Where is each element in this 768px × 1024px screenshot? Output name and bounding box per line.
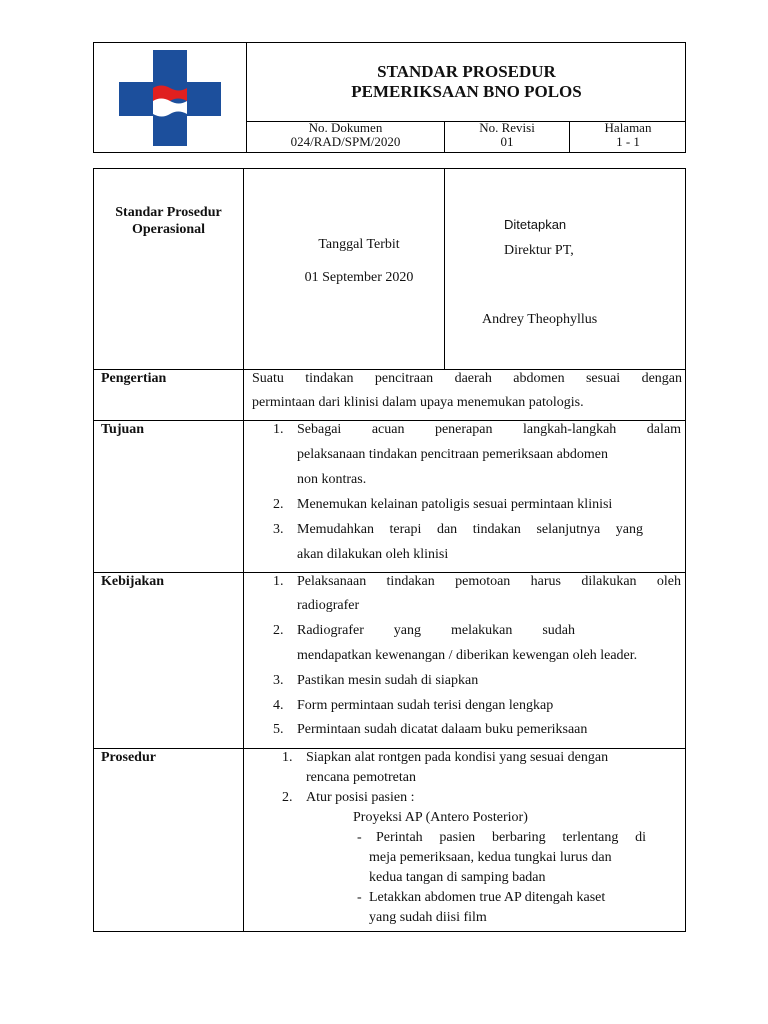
proyeksi-heading: Proyeksi AP (Antero Posterior): [353, 810, 528, 825]
list-item: Memudahkan terapi dan tindakan selanjutnya yang: [297, 522, 643, 537]
list-number: 1.: [282, 750, 293, 765]
bullet-dash: -: [357, 830, 362, 845]
row-divider: [93, 420, 686, 421]
spo-label-line-1: Standar Prosedur: [115, 205, 222, 220]
list-item: Permintaan sudah dicatat dalaam buku pemeriksaan: [297, 722, 588, 737]
revision-cell: [445, 121, 569, 149]
revision-value: 01: [500, 134, 514, 149]
list-number: 1.: [273, 574, 284, 589]
list-number: 5.: [273, 722, 284, 737]
list-item: Form permintaan sudah terisi dengan lengkap: [297, 698, 554, 713]
tanggal-terbit-value: 01 September 2020: [304, 270, 414, 285]
list-item: Radiografer yang melakukan sudah: [297, 623, 575, 638]
bullet-item: Perintah pasien berbaring terlentang di: [376, 830, 646, 845]
list-item: pelaksanaan tindakan pencitraan pemeriksaan abdomen: [297, 447, 608, 462]
pengertian-line-1: Suatu tindakan pencitraan daerah abdomen sesuai dengan: [252, 371, 682, 386]
document-title: [247, 62, 686, 102]
list-item: akan dilakukan oleh klinisi: [297, 547, 449, 562]
title-line-2: PEMERIKSAAN BNO POLOS: [351, 82, 582, 101]
row-divider: [93, 748, 686, 749]
list-item: Atur posisi pasien :: [306, 790, 415, 805]
list-item: Siapkan alat rontgen pada kondisi yang sesuai dengan: [306, 750, 609, 765]
list-number: 1.: [273, 422, 284, 437]
ditetapkan-label: Ditetapkan: [504, 217, 567, 232]
doc-number-value: 024/RAD/SPM/2020: [290, 134, 401, 149]
tujuan-label: Tujuan: [101, 422, 145, 437]
pengertian-label: Pengertian: [101, 371, 167, 386]
list-number: 3.: [273, 522, 284, 537]
list-item: radiografer: [297, 598, 360, 613]
blue-cross-with-red-white-flag-icon: [119, 50, 221, 146]
info-column-divider: [444, 168, 445, 369]
list-number: 2.: [282, 790, 293, 805]
tanggal-terbit-label: Tanggal Terbit: [318, 237, 400, 252]
list-number: 3.: [273, 673, 284, 688]
logo: [119, 50, 221, 146]
list-item: Menemukan kelainan patoligis sesuai permintaan klinisi: [297, 497, 613, 512]
page-label: Halaman: [604, 120, 652, 135]
prosedur-label: Prosedur: [101, 750, 156, 765]
kebijakan-label: Kebijakan: [101, 574, 165, 589]
spo-label: [94, 204, 243, 238]
bullet-item: Letakkan abdomen true AP ditengah kaset: [369, 890, 606, 905]
page-cell: [570, 121, 686, 149]
title-line-1: STANDAR PROSEDUR: [377, 62, 556, 81]
list-item: Sebagai acuan penerapan langkah-langkah dalam: [297, 422, 681, 437]
bullet-dash: -: [357, 890, 362, 905]
list-item: Pelaksanaan tindakan pemotoan harus dilakukan oleh: [297, 574, 681, 589]
row-divider: [93, 572, 686, 573]
list-item: rencana pemotretan: [306, 770, 416, 785]
list-number: 2.: [273, 623, 284, 638]
direktur-label: Direktur PT,: [504, 243, 574, 258]
list-item: mendapatkan kewenangan / diberikan kewengan oleh leader.: [297, 648, 638, 663]
doc-number-label: No. Dokumen: [308, 120, 383, 135]
bullet-item: meja pemeriksaan, kedua tungkai lurus dan: [369, 850, 612, 865]
pengertian-line-2: permintaan dari klinisi dalam upaya menemukan patologis.: [252, 395, 584, 410]
list-number: 2.: [273, 497, 284, 512]
bullet-item: kedua tangan di samping badan: [369, 870, 546, 885]
list-item: Pastikan mesin sudah di siapkan: [297, 673, 479, 688]
row-divider: [93, 369, 686, 370]
list-item: non kontras.: [297, 472, 367, 487]
doc-number-cell: [247, 121, 444, 149]
page-value: 1 - 1: [616, 134, 640, 149]
list-number: 4.: [273, 698, 284, 713]
signatory-name: Andrey Theophyllus: [482, 312, 598, 327]
revision-label: No. Revisi: [479, 120, 535, 135]
spo-label-line-2: Operasional: [131, 222, 206, 237]
bullet-item: yang sudah diisi film: [369, 910, 487, 925]
